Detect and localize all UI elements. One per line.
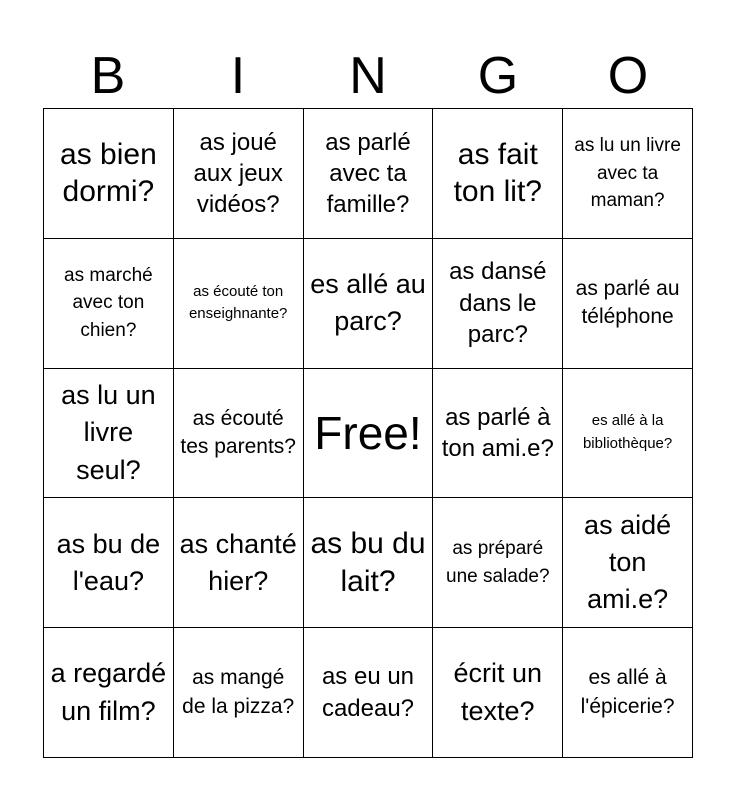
bingo-cell-r3-c1[interactable]: as lu un livre seul?: [44, 369, 174, 499]
bingo-cell-r2-c3[interactable]: es allé au parc?: [304, 239, 434, 369]
bingo-cell-r2-c5[interactable]: as parlé au téléphone: [563, 239, 693, 369]
bingo-cell-r1-c4[interactable]: as fait ton lit?: [433, 109, 563, 239]
bingo-cell-r4-c4[interactable]: as préparé une salade?: [433, 498, 563, 628]
bingo-cell-r4-c2[interactable]: as chanté hier?: [174, 498, 304, 628]
header-letter-n: N: [349, 47, 387, 105]
bingo-cell-r5-c1[interactable]: a regardé un film?: [44, 628, 174, 758]
bingo-cell-r3-c4[interactable]: as parlé à ton ami.e?: [433, 369, 563, 499]
bingo-cell-r3-c2[interactable]: as écouté tes parents?: [174, 369, 304, 499]
bingo-cell-r5-c3[interactable]: as eu un cadeau?: [304, 628, 434, 758]
bingo-free-space[interactable]: Free!: [304, 369, 434, 499]
bingo-cell-r5-c2[interactable]: as mangé de la pizza?: [174, 628, 304, 758]
bingo-cell-r2-c1[interactable]: as marché avec ton chien?: [44, 239, 174, 369]
bingo-cell-r5-c4[interactable]: écrit un texte?: [433, 628, 563, 758]
bingo-grid: [43, 108, 693, 758]
bingo-cell-r4-c5[interactable]: as aidé ton ami.e?: [563, 498, 693, 628]
bingo-cell-r2-c4[interactable]: as dansé dans le parc?: [433, 239, 563, 369]
header-letter-g: G: [477, 47, 519, 105]
bingo-cell-r4-c1[interactable]: as bu de l'eau?: [44, 498, 174, 628]
header-letter-b: B: [90, 47, 126, 105]
bingo-cell-r1-c3[interactable]: as parlé avec ta famille?: [304, 109, 434, 239]
header-letter-i: I: [230, 47, 246, 105]
bingo-header: [43, 44, 693, 108]
header-letter-o: O: [607, 47, 649, 105]
bingo-cell-r2-c2[interactable]: as écouté ton enseighnante?: [174, 239, 304, 369]
bingo-cell-r1-c5[interactable]: as lu un livre avec ta maman?: [563, 109, 693, 239]
bingo-cell-r3-c5[interactable]: es allé à la bibliothèque?: [563, 369, 693, 499]
bingo-cell-r1-c2[interactable]: as joué aux jeux vidéos?: [174, 109, 304, 239]
bingo-cell-r4-c3[interactable]: as bu du lait?: [304, 498, 434, 628]
bingo-cell-r1-c1[interactable]: as bien dormi?: [44, 109, 174, 239]
bingo-cell-r5-c5[interactable]: es allé à l'épicerie?: [563, 628, 693, 758]
